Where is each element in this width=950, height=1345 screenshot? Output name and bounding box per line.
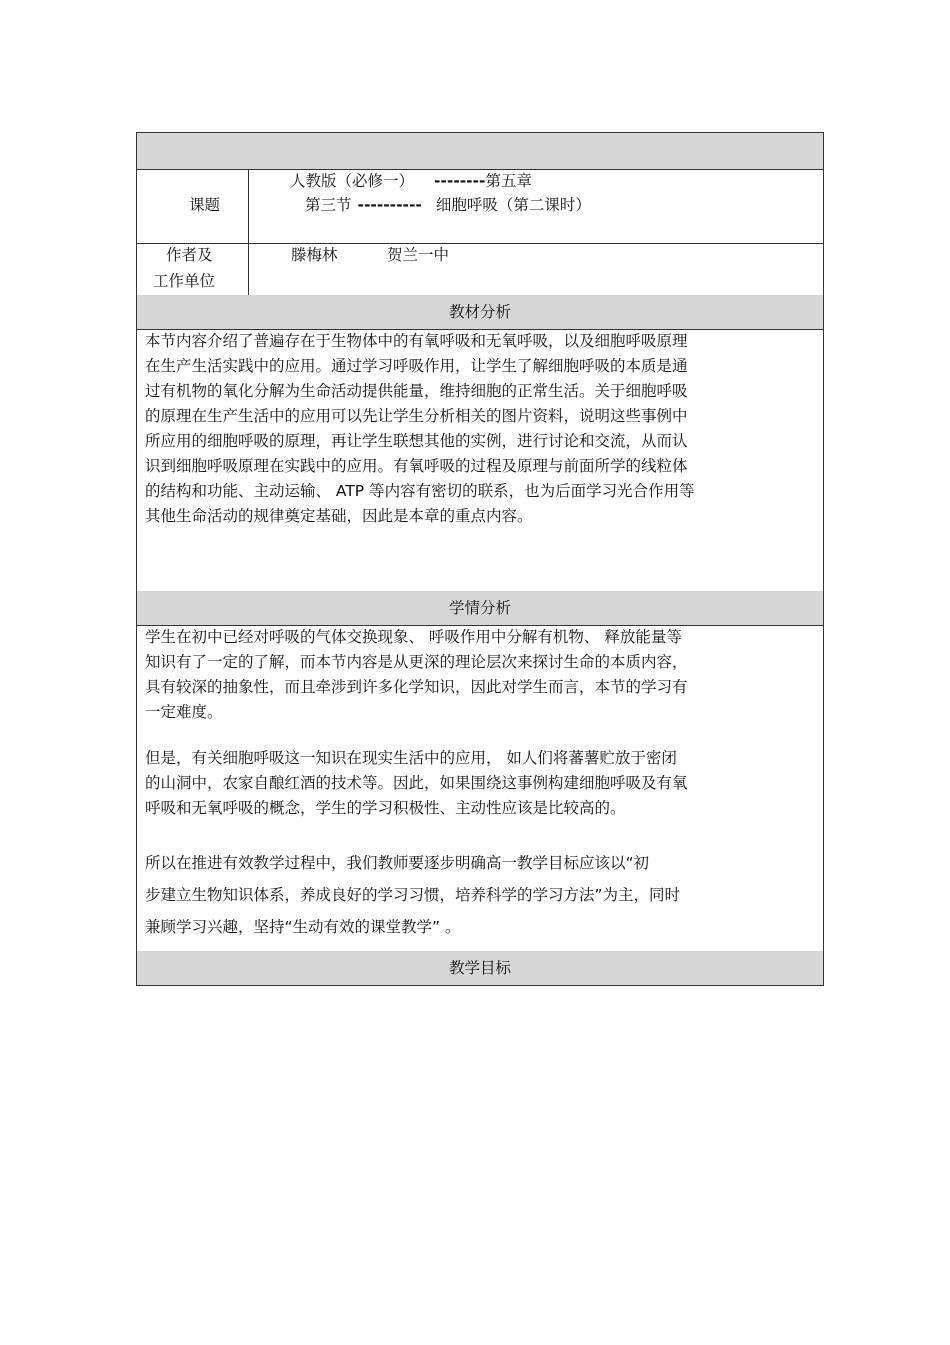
text-line: 所以在推进有效教学过程中，我们教师要逐步明确高一教学目标应该以“初	[145, 854, 650, 872]
text-line: 的结构和功能、主动运输、 ATP 等内容有密切的联系，也为后面学习光合作用等	[145, 482, 695, 500]
lesson-edition: 人教版（必修一）	[290, 172, 415, 190]
student-analysis-para-3	[145, 847, 680, 943]
text-line: 步建立生物知识体系，养成良好的学习习惯，培养科学的学习方法”为主，同时	[145, 886, 681, 904]
lesson-plan-table	[136, 132, 824, 986]
lesson-chapter: 第五章	[485, 172, 532, 190]
material-analysis-title: 教材分析	[448, 303, 511, 321]
text-line: 的原理在生产生活中的应用可以先让学生分析相关的图片资料，说明这些事例中	[145, 407, 688, 425]
text-line: 本节内容介绍了普遍存在于生物体中的有氧呼吸和无氧呼吸，以及细胞呼吸原理	[145, 332, 688, 350]
student-analysis-para-1	[145, 625, 688, 725]
text-line: 呼吸和无氧呼吸的概念，学生的学习积极性、主动性应该是比较高的。	[145, 799, 626, 817]
lesson-dash-2: ----------	[357, 196, 422, 214]
author-label-line-1: 作者及	[166, 246, 213, 264]
student-analysis-body	[137, 625, 823, 951]
text-line: 的山洞中，农家自酿红酒的技术等。因此，如果围绕这事例构建细胞呼吸及有氧	[145, 774, 688, 792]
text-line: 具有较深的抽象性，而且牵涉到许多化学知识，因此对学生而言，本节的学习有	[145, 678, 688, 696]
lesson-line-2	[305, 193, 591, 217]
text-line: 学生在初中已经对呼吸的气体交换现象、 呼吸作用中分解有机物、 释放能量等	[145, 628, 682, 646]
student-analysis-title: 学情分析	[448, 599, 511, 617]
author-label-line-2: 工作单位	[153, 272, 216, 290]
text-line: 在生产生活实践中的应用。通过学习呼吸作用，让学生了解细胞呼吸的本质是通	[145, 357, 688, 375]
text-line: 兼顾学习兴趣，坚持“生动有效的课堂教学” 。	[145, 918, 461, 936]
lesson-label: 课题	[189, 196, 221, 214]
lesson-section: 第三节	[305, 196, 352, 214]
text-line: 知识有了一定的了解，而本节内容是从更深的理论层次来探讨生命的本质内容，	[145, 653, 688, 671]
text-line: 识到细胞呼吸原理在实践中的应用。有氧呼吸的过程及原理与前面所学的线粒体	[145, 457, 688, 475]
student-analysis-header	[137, 591, 823, 625]
author-row	[137, 243, 823, 295]
material-analysis-text	[145, 329, 695, 529]
material-analysis-header	[137, 295, 823, 329]
text-line: 但是，有关细胞呼吸这一知识在现实生活中的应用， 如人们将蕃薯贮放于密闭	[145, 749, 677, 767]
lesson-line-1	[290, 169, 532, 193]
lesson-dash-1: --------	[434, 172, 486, 190]
teaching-goals-title: 教学目标	[448, 959, 511, 977]
text-line: 所应用的细胞呼吸的原理，再让学生联想其他的实例，进行讨论和交流，从而认	[145, 432, 688, 450]
text-line: 其他生命活动的规律奠定基础，因此是本章的重点内容。	[145, 507, 533, 525]
material-analysis-body	[137, 329, 823, 591]
author-name: 滕梅林	[291, 246, 338, 264]
teaching-goals-header	[137, 951, 823, 985]
text-line: 一定难度。	[145, 703, 223, 721]
text-line: 过有机物的氧化分解为生命活动提供能量，维持细胞的正常生活。关于细胞呼吸	[145, 382, 688, 400]
student-analysis-para-2	[145, 746, 688, 821]
header-bar	[137, 133, 823, 169]
lesson-topic: 细胞呼吸（第二课时）	[435, 196, 591, 214]
lesson-row	[137, 169, 823, 243]
author-unit: 贺兰一中	[387, 246, 450, 264]
